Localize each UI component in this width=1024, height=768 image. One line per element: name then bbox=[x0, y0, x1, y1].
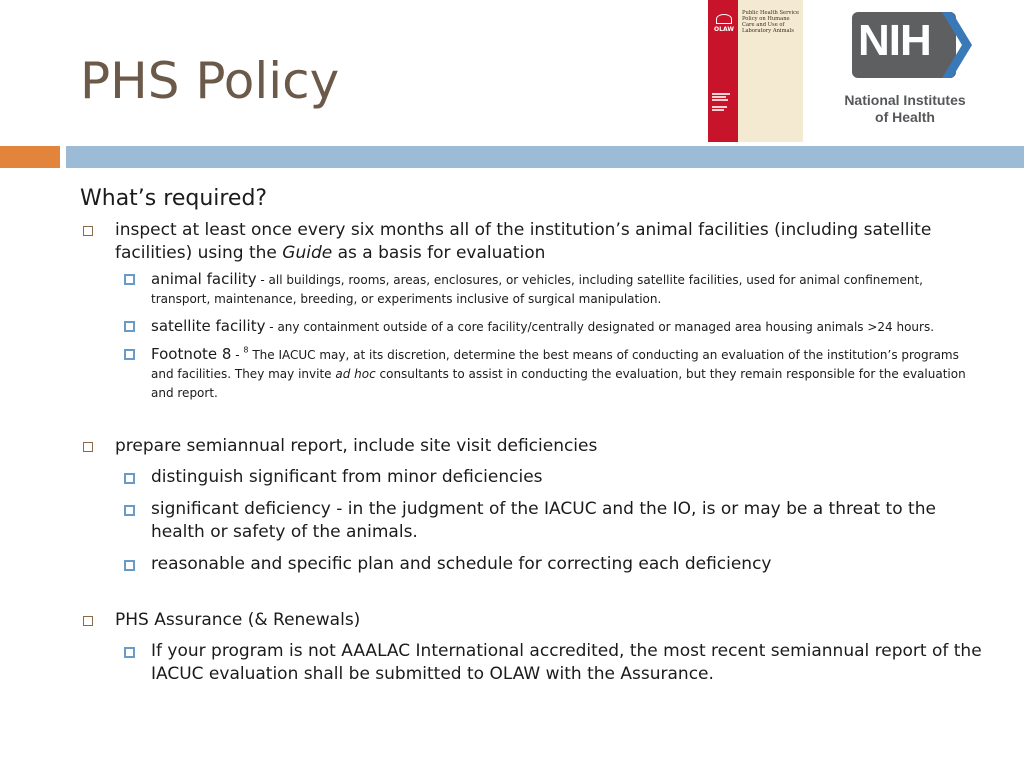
olaw-logo-text: OLAW bbox=[714, 26, 734, 33]
inspect-text-a: inspect at least once every six months all of the institution’s animal facilities (including satellite facilities) using the bbox=[115, 220, 932, 263]
square-bullet-icon bbox=[124, 647, 135, 658]
square-bullet-icon bbox=[124, 349, 135, 360]
sublist-item-satellite-facility bbox=[80, 317, 984, 336]
list-item-inspect bbox=[80, 219, 984, 265]
sublist-item-animal-facility bbox=[80, 270, 984, 308]
inspect-text-b: as a basis for evaluation bbox=[332, 243, 546, 263]
satellite-facility-term: satellite facility bbox=[151, 317, 266, 335]
page-title: PHS Policy bbox=[80, 52, 340, 110]
square-bullet-icon bbox=[124, 473, 135, 484]
report-sub-text: reasonable and specific plan and schedule for correcting each deficiency bbox=[151, 554, 772, 574]
square-bullet-icon bbox=[83, 442, 93, 452]
nih-logo bbox=[838, 8, 972, 136]
accent-bar-blue bbox=[66, 146, 1024, 168]
list-item-report bbox=[80, 435, 984, 458]
inspect-text-guide: Guide bbox=[282, 243, 333, 263]
cover-title: Public Health Service Policy on Humane Care and Use of Laboratory Animals bbox=[742, 10, 800, 34]
assurance-sub-text: If your program is not AAALAC International accredited, the most recent semiannual report of the IACUC evaluation shall be submitted to OLAW with the Assurance. bbox=[151, 641, 982, 684]
assurance-text: PHS Assurance (& Renewals) bbox=[115, 610, 361, 630]
slide-body bbox=[80, 186, 984, 686]
sublist-item-report-3 bbox=[80, 553, 984, 576]
footnote-text-a: The IACUC may, at its discretion, determine the best means of conducting an evaluation of the institution’s programs and facilities. They may invite bbox=[151, 348, 959, 381]
report-sub-text: distinguish significant from minor deficiencies bbox=[151, 467, 543, 487]
square-bullet-icon bbox=[124, 321, 135, 332]
square-bullet-icon bbox=[83, 226, 93, 236]
footnote-term: Footnote 8 bbox=[151, 345, 232, 363]
report-text: prepare semiannual report, include site visit deficiencies bbox=[115, 436, 598, 456]
footnote-text-adhoc: ad hoc bbox=[335, 367, 376, 381]
sublist-item-report-1 bbox=[80, 466, 984, 489]
square-bullet-icon bbox=[124, 505, 135, 516]
policy-book-cover-image bbox=[708, 0, 803, 142]
sublist-item-assurance-1 bbox=[80, 640, 984, 686]
animal-facility-definition: - all buildings, rooms, areas, enclosures, or vehicles, including satellite facilities, used for animal confinement, transport, maintenance, breeding, or experiments inclusive of surgical manipulation. bbox=[151, 273, 923, 306]
square-bullet-icon bbox=[124, 560, 135, 571]
section-heading: What’s required? bbox=[80, 186, 268, 211]
sublist-item-report-2 bbox=[80, 498, 984, 544]
sublist-item-footnote bbox=[80, 345, 984, 402]
chevron-right-icon bbox=[942, 12, 972, 78]
report-sub-text: significant deficiency - in the judgment of the IACUC and the IO, is or may be a threat to the health or safety of the animals. bbox=[151, 499, 936, 542]
square-bullet-icon bbox=[83, 616, 93, 626]
cover-fine-print bbox=[712, 92, 736, 112]
nih-label-line1: National Institutes bbox=[844, 92, 966, 108]
olaw-logo bbox=[712, 14, 736, 33]
nih-label bbox=[838, 92, 972, 126]
satellite-facility-definition: - any containment outside of a core facility/centrally designated or managed area housing animals >24 hours. bbox=[265, 320, 935, 334]
nih-mark-text: NIH bbox=[858, 16, 931, 65]
nih-label-line2: of Health bbox=[875, 109, 935, 125]
animal-facility-term: animal facility bbox=[151, 270, 257, 288]
olaw-logo-icon bbox=[716, 14, 732, 24]
footnote-separator: - bbox=[231, 348, 244, 362]
footnote-text-b: consultants to assist in conducting the evaluation, but they remain responsible for the evaluation and report. bbox=[151, 367, 966, 400]
list-item-assurance bbox=[80, 609, 984, 632]
square-bullet-icon bbox=[124, 274, 135, 285]
accent-bar-orange bbox=[0, 146, 60, 168]
footnote-superscript: 8 bbox=[243, 345, 249, 355]
